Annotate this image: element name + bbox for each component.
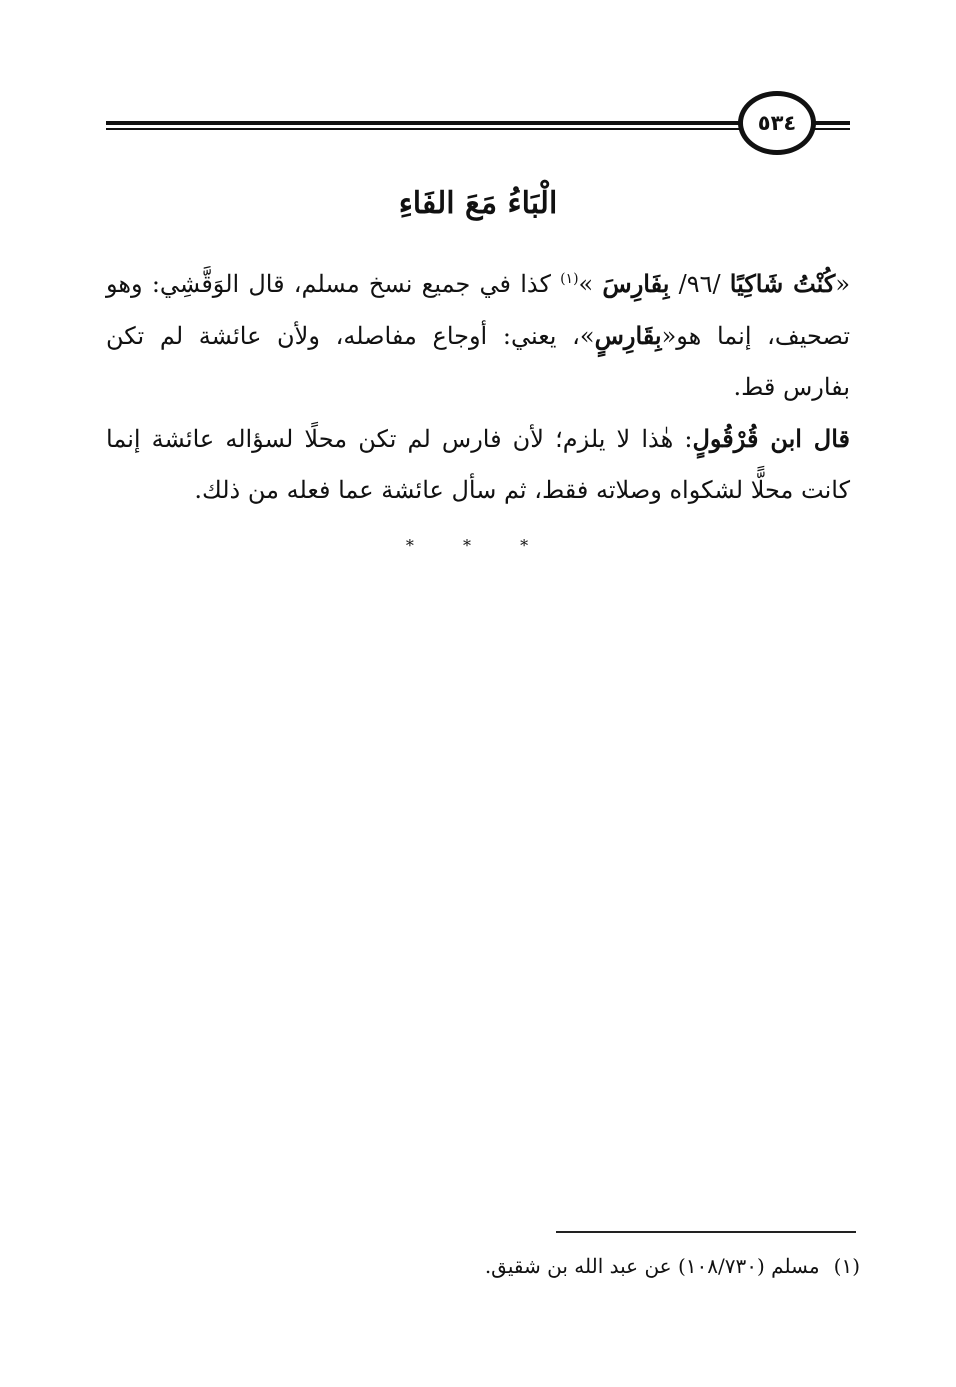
entry-correction: بِقَارِسٍ [594,321,662,350]
section-title: الْبَاءُ مَعَ الفَاءِ [398,186,558,221]
entry-paragraph-1 [106,258,850,413]
quote-open: « [835,270,851,298]
footnote [106,1250,860,1282]
page-number-badge [738,91,816,155]
footnote-text: مسلم (١٠٨/٧٣٠) عن عبد الله بن شقيق. [484,1254,820,1278]
page-number: ٥٣٤ [757,111,797,135]
entry-commentary: : هٰذا لا يلزم؛ لأن فارس لم تكن محلًا لسؤاله عائشة إنما كانت محلًّا لشكواه وصلاته فقط، ثم سأل عائشة عما فعله من ذلك. [106,425,850,504]
entry-headword: كُنْتُ شَاكِيًا [729,269,836,298]
entry-text-b: »، يعني: أوجاع مفاصله، ولأن عائشة لم تكن بفارس قط. [106,322,850,401]
entry-paragraph-2 [106,413,850,516]
footnote-marker: (١) [833,1254,860,1278]
entry-reference: /٩٦/ [669,270,730,298]
entry-text-a: كذا في جميع نسخ مسلم، قال الوَقَّشِي: وهو تصحيف، إنما هو« [106,270,850,350]
entry-headword-variant: بِفَارِسَ [602,269,670,298]
footnote-reference: (١) [560,271,579,287]
quote-close: » [578,270,603,298]
main-text [106,258,850,516]
footnote-rule [556,1231,856,1233]
entry-speaker: قال ابن قُرْقُولٍ [692,424,850,453]
section-separator: * * * [405,536,551,555]
